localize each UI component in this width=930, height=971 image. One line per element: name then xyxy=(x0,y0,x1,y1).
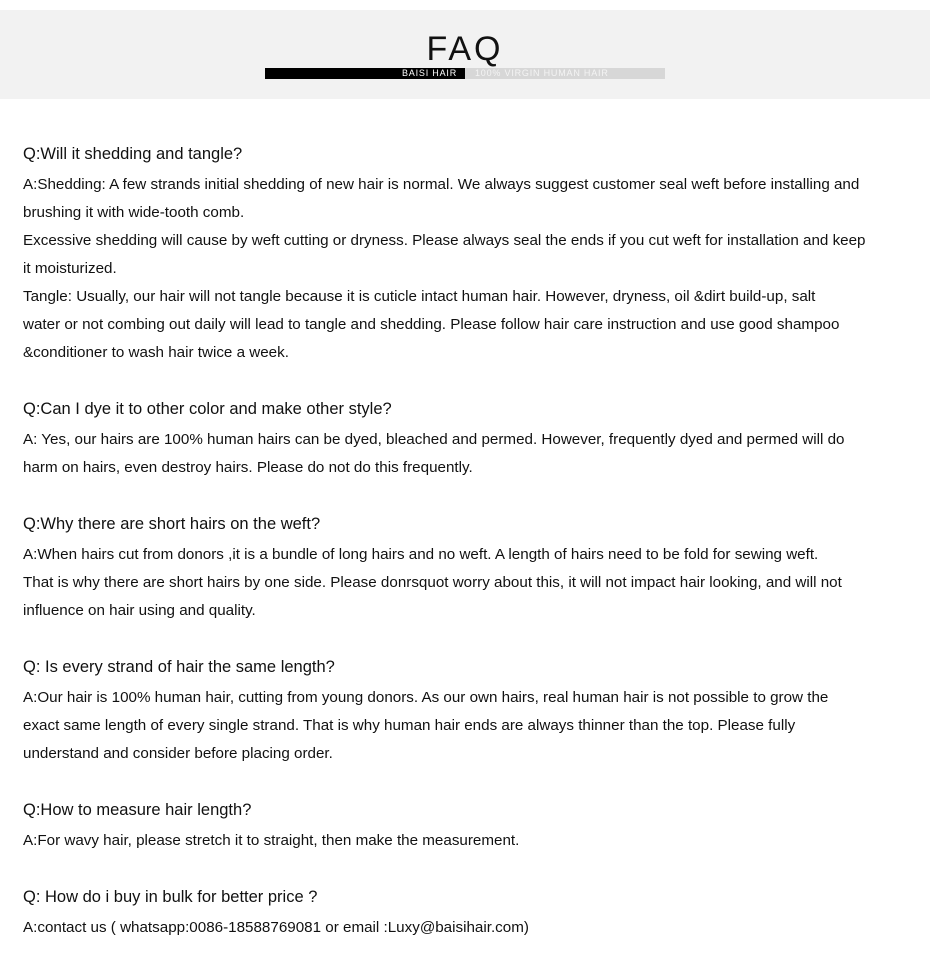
answer-line: A:When hairs cut from donors ,it is a bundle of long hairs and no weft. A length of hairs need to be fold for sewing weft. xyxy=(23,546,819,563)
faq-item-shedding xyxy=(23,141,918,367)
answer-line: harm on hairs, even destroy hairs. Please do not do this frequently. xyxy=(23,459,473,476)
brand-banner xyxy=(265,68,665,79)
faq-answer xyxy=(23,426,918,482)
answer-line: &conditioner to wash hair twice a week. xyxy=(23,344,289,361)
faq-question: Q: How do i buy in bulk for better price ? xyxy=(23,888,318,906)
answer-line: exact same length of every single strand. That is why human hair ends are always thinner than the top. Please fully xyxy=(23,717,796,734)
faq-item-strand-length xyxy=(23,654,918,768)
page-title: FAQ xyxy=(426,30,504,68)
answer-line: brushing it with wide-tooth comb. xyxy=(23,204,245,221)
contact-line: A:contact us ( whatsapp:0086-18588769081 or email :Luxy@baisihair.com) xyxy=(23,919,529,936)
faq-item-measure xyxy=(23,797,918,855)
faq-question: Q:How to measure hair length? xyxy=(23,801,252,819)
faq-answer xyxy=(23,914,918,942)
faq-answer xyxy=(23,827,918,855)
answer-line: A:For wavy hair, please stretch it to straight, then make the measurement. xyxy=(23,832,520,849)
faq-question: Q: Is every strand of hair the same length? xyxy=(23,658,335,676)
faq-answer xyxy=(23,684,918,768)
answer-line: understand and consider before placing order. xyxy=(23,745,333,762)
answer-line: A:Our hair is 100% human hair, cutting from young donors. As our own hairs, real human hair is not possible to grow the xyxy=(23,689,829,706)
answer-line: water or not combing out daily will lead to tangle and shedding. Please follow hair care instruction and use good shampoo xyxy=(23,316,840,333)
faq-answer xyxy=(23,541,918,625)
answer-line: That is why there are short hairs by one side. Please donrsquot worry about this, it will not impact hair looking, and will not xyxy=(23,574,842,591)
answer-line: Excessive shedding will cause by weft cutting or dryness. Please always seal the ends if you cut weft for installation and keep xyxy=(23,232,866,249)
faq-item-dye xyxy=(23,396,918,482)
faq-item-bulk xyxy=(23,884,918,942)
faq-list xyxy=(23,141,918,971)
faq-question: Q:Will it shedding and tangle? xyxy=(23,145,243,163)
answer-line: influence on hair using and quality. xyxy=(23,602,256,619)
tagline-label: 100% VIRGIN HUMAN HAIR xyxy=(465,68,665,79)
answer-line: A: Yes, our hairs are 100% human hairs can be dyed, bleached and permed. However, frequently dyed and permed will do xyxy=(23,431,845,448)
brand-name-label: BAISI HAIR xyxy=(265,68,465,79)
answer-line: it moisturized. xyxy=(23,260,117,277)
faq-question: Q:Can I dye it to other color and make other style? xyxy=(23,400,392,418)
faq-answer xyxy=(23,171,918,367)
faq-item-short-hairs xyxy=(23,511,918,625)
faq-header xyxy=(0,10,930,99)
faq-question: Q:Why there are short hairs on the weft? xyxy=(23,515,321,533)
answer-line: Tangle: Usually, our hair will not tangle because it is cuticle intact human hair. However, dryness, oil &dirt build-up, salt xyxy=(23,288,816,305)
answer-line: A:Shedding: A few strands initial shedding of new hair is normal. We always suggest customer seal weft before installing and xyxy=(23,176,860,193)
